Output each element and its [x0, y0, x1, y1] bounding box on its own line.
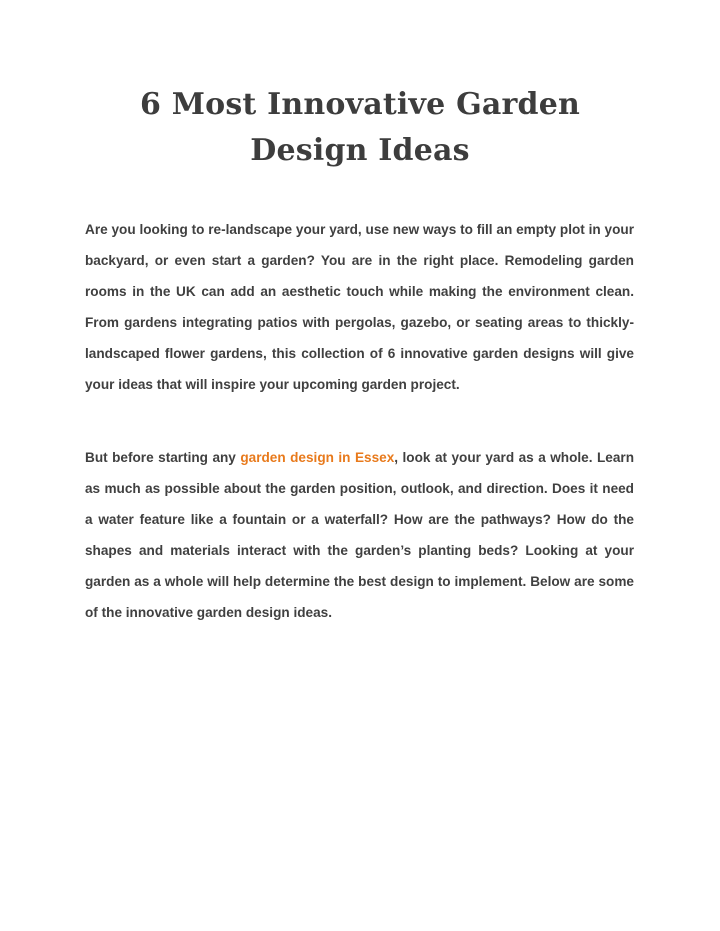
paragraph-text-start: But before starting any: [85, 450, 241, 465]
title-line-2: Design Ideas: [250, 133, 470, 168]
intro-paragraph: Are you looking to re-landscape your yard, use new ways to fill an empty plot in your backyard, or even start a garden? You are in the right place. Remodeling garden rooms in the UK can add an aesthetic touch while making the environment clean. From gardens integrating patios with pergolas, gazebo, or seating areas to thickly-landscaped flower gardens, this collection of 6 innovative garden designs will give your ideas that will inspire your upcoming garden project.: [85, 222, 634, 392]
paragraph-text-end: , look at your yard as a whole. Learn as much as possible about the garden position, outlook, and direction. Does it need a water feature like a fountain or a waterfall? How are the pathways? How do the shapes and materials interact with the garden’s planting beds? Looking at your garden as a whole will help determine the best design to implement. Below are some of the innovative garden design ideas.: [85, 450, 635, 620]
title-line-1: 6 Most Innovative Garden: [139, 87, 581, 122]
page-title: [0, 82, 720, 174]
second-paragraph: [85, 443, 634, 628]
garden-design-essex-link[interactable]: garden design in Essex: [240, 450, 395, 465]
